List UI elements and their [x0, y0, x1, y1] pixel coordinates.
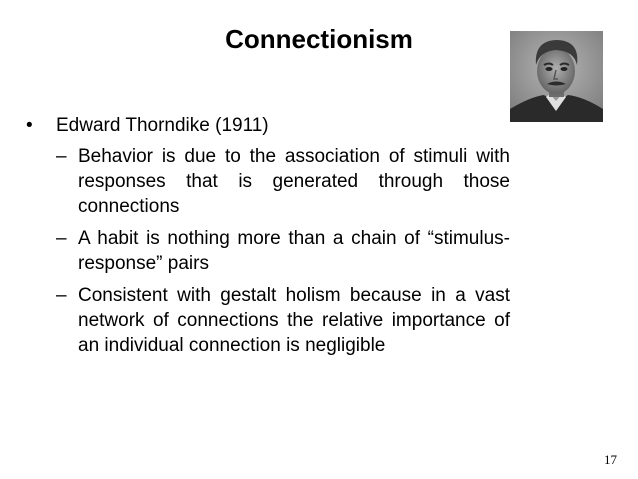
sub-bullet-text: Behavior is due to the association of stimuli with responses that is generated through those connections [78, 146, 510, 217]
slide-title: Connectionism [225, 24, 413, 54]
sub-bullet [56, 144, 510, 219]
sub-bullet-text: A habit is nothing more than a chain of “stimulus-response” pairs [78, 228, 510, 274]
sub-bullet-text: Consistent with gestalt holism because in a vast network of connections the relative importance of an individual connection is negligible [78, 285, 510, 356]
bullet-marker: • [26, 115, 33, 136]
sub-bullet-marker: – [56, 285, 67, 306]
sub-bullet [56, 283, 510, 358]
portrait-photo [510, 31, 603, 122]
bullet-text: Edward Thorndike (1911) [56, 115, 269, 136]
sub-bullet-marker: – [56, 228, 67, 249]
sub-bullet-marker: – [56, 146, 67, 167]
page-number: 17 [604, 452, 617, 467]
sub-bullet [56, 226, 510, 276]
